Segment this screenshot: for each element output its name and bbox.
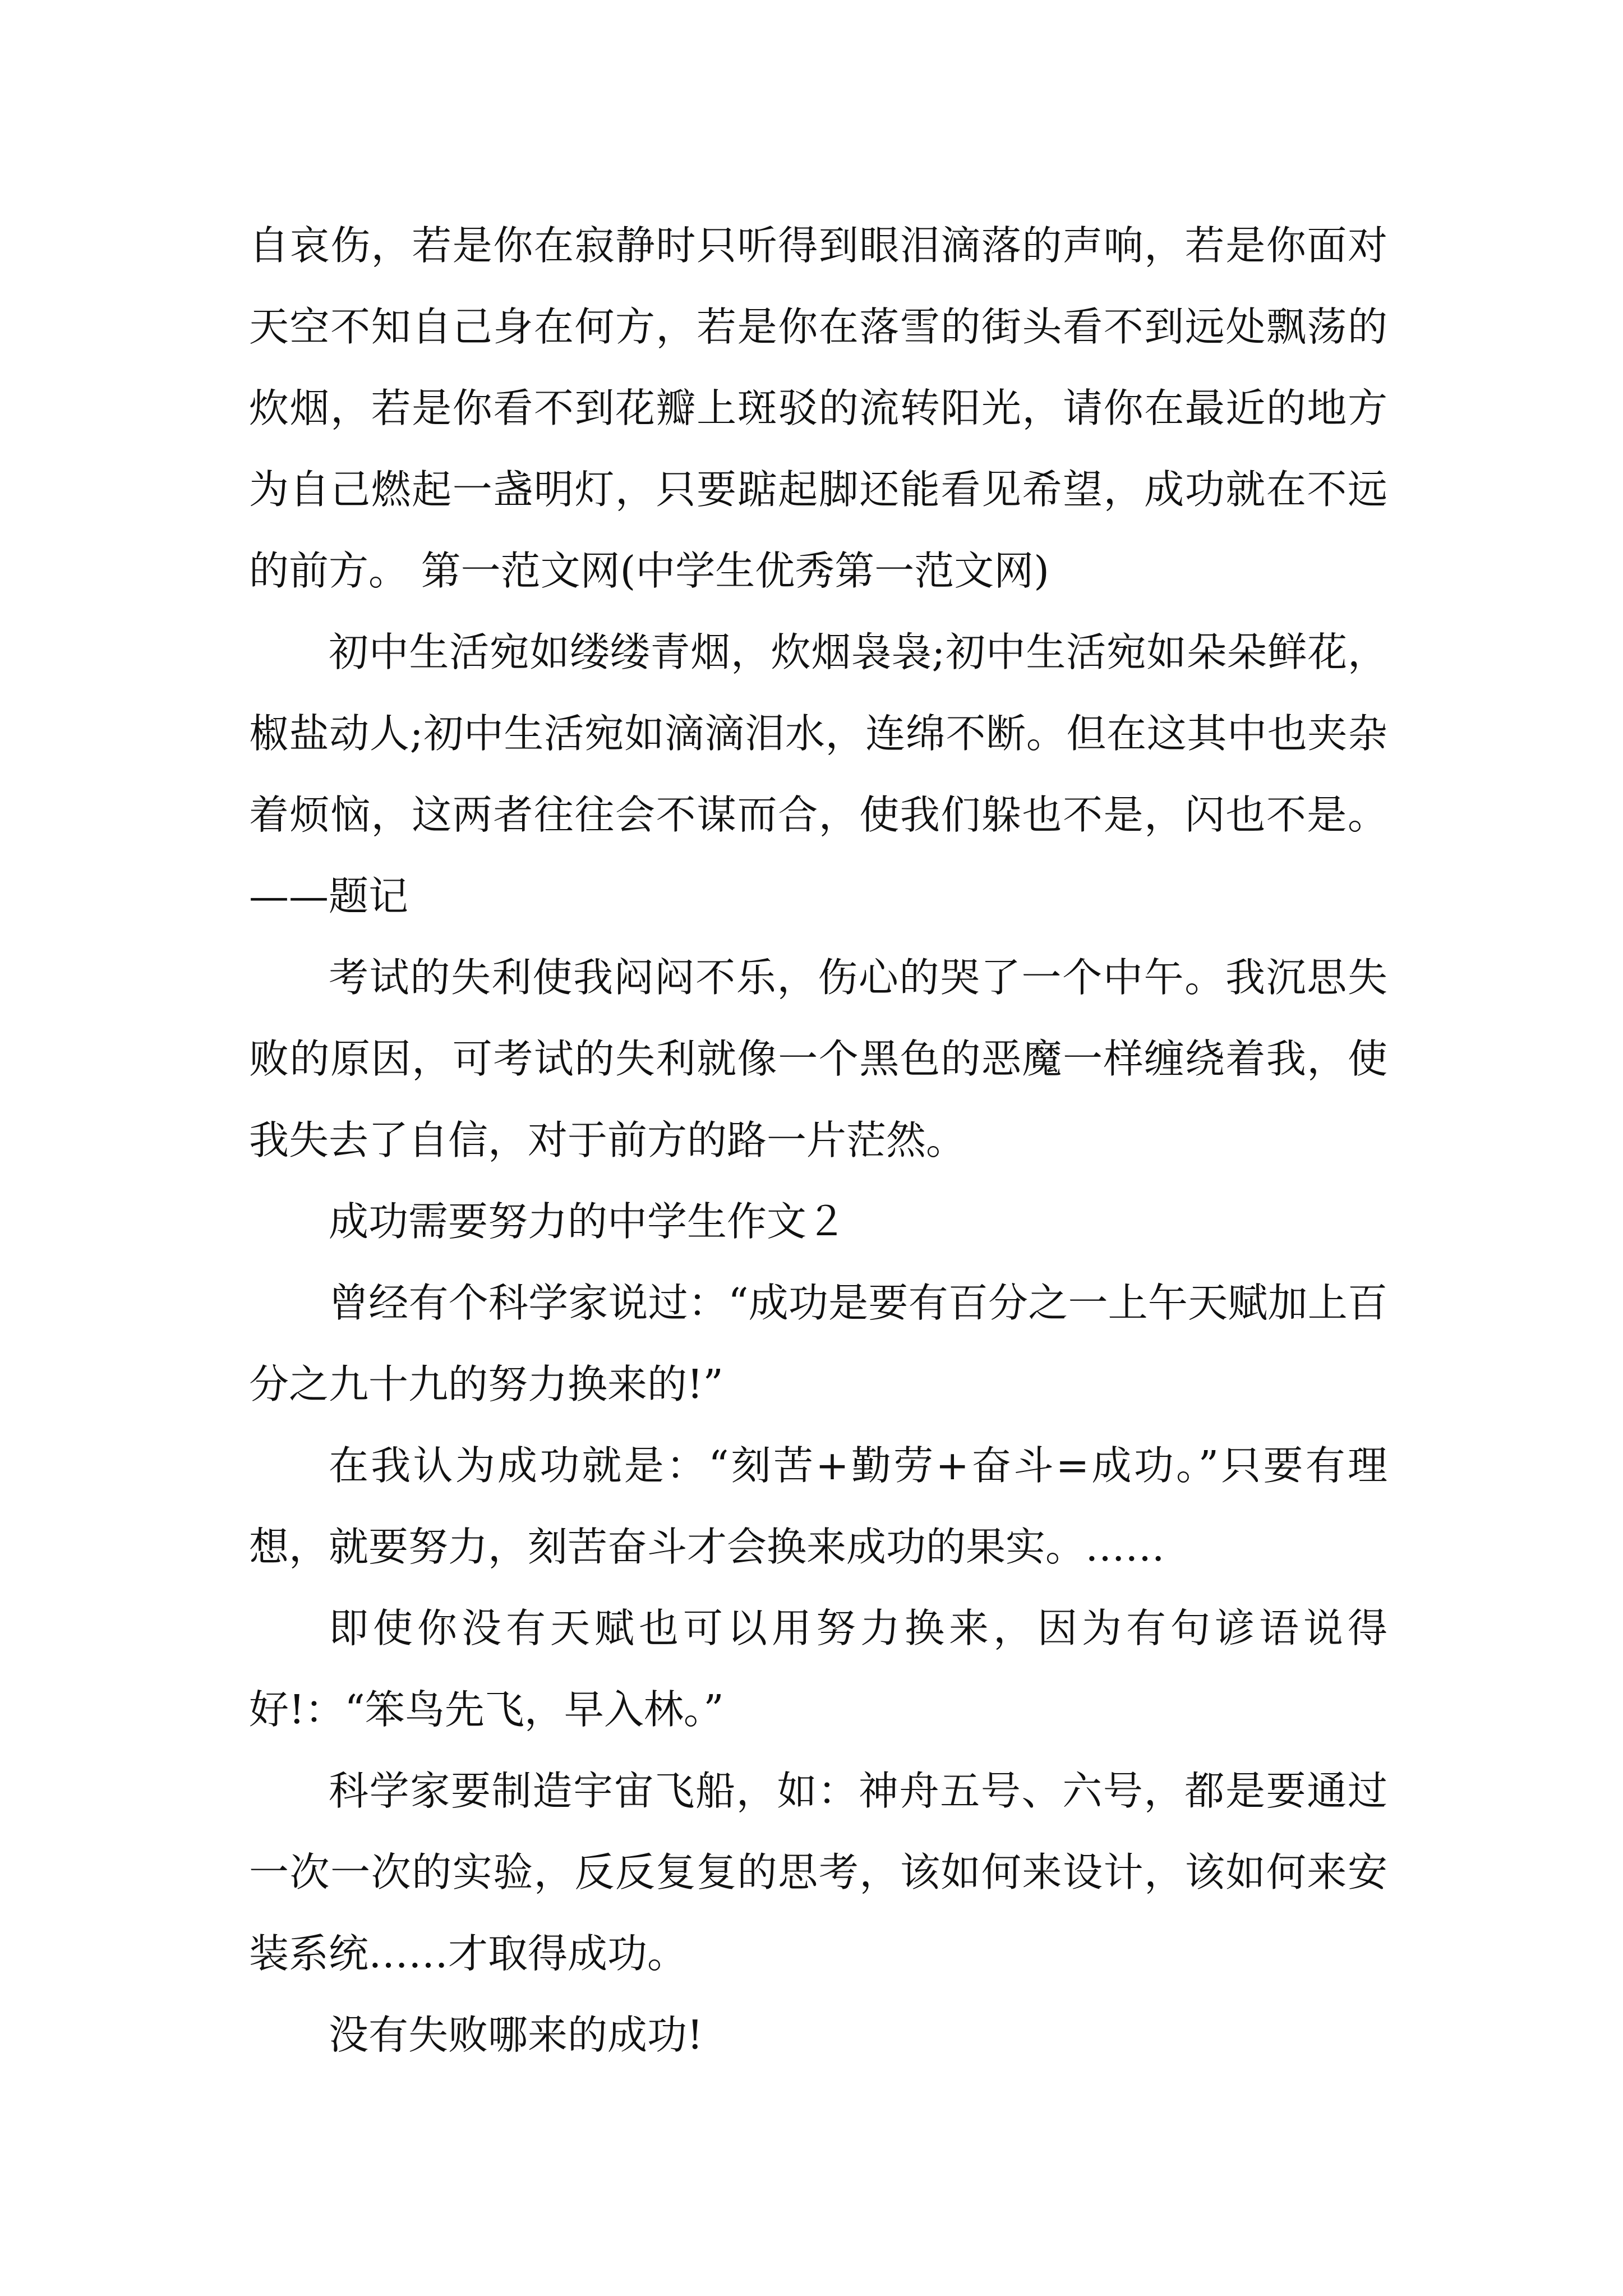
paragraph-continuation: 自哀伤，若是你在寂静时只听得到眼泪滴落的声响，若是你面对天空不知自己身在何方，若是你在落雪的街头看不到远处飘荡的炊烟，若是你看不到花瓣上斑驳的流转阳光，请你在最近的地方为自己燃起一盏明灯，只要踮起脚还能看见希望，成功就在不远的前方。 第一范文网(中学生优秀第一范文网) — [249, 222, 1387, 594]
paragraph-spaceship: 科学家要制造宇宙飞船，如：神舟五号、六号，都是要通过一次一次的实验，反反复复的思考，该如何来设计，该如何来安装系统……才取得成功。 — [249, 1768, 1387, 1977]
document-body — [249, 205, 1387, 2076]
paragraph-success-formula: 在我认为成功就是：“刻苦+勤劳+奋斗=成功。”只要有理想，就要努力，刻苦奋斗才会换来成功的果实。…… — [249, 1442, 1387, 1570]
paragraph-conclusion: 没有失败哪来的成功! — [329, 2012, 703, 2058]
paragraph-proverb: 即使你没有天赋也可以用努力换来，因为有句谚语说得好!：“笨鸟先飞，早入林。” — [249, 1605, 1387, 1733]
paragraph-scientist-quote: 曾经有个科学家说过：“成功是要有百分之一上午天赋加上百分之九十九的努力换来的!” — [249, 1280, 1387, 1407]
paragraph-exam-failure: 考试的失利使我闷闷不乐，伤心的哭了一个中午。我沉思失败的原因，可考试的失利就像一个黑色的恶魔一样缠绕着我，使我失去了自信，对于前方的路一片茫然。 — [249, 954, 1387, 1163]
paragraph-junior-life: 初中生活宛如缕缕青烟，炊烟袅袅;初中生活宛如朵朵鲜花，椒盐动人;初中生活宛如滴滴泪水，连绵不断。但在这其中也夹杂着烦恼，这两者往往会不谋而合，使我们躲也不是，闪也不是。——题记 — [249, 629, 1387, 919]
essay-title-2: 成功需要努力的中学生作文２ — [329, 1198, 847, 1245]
